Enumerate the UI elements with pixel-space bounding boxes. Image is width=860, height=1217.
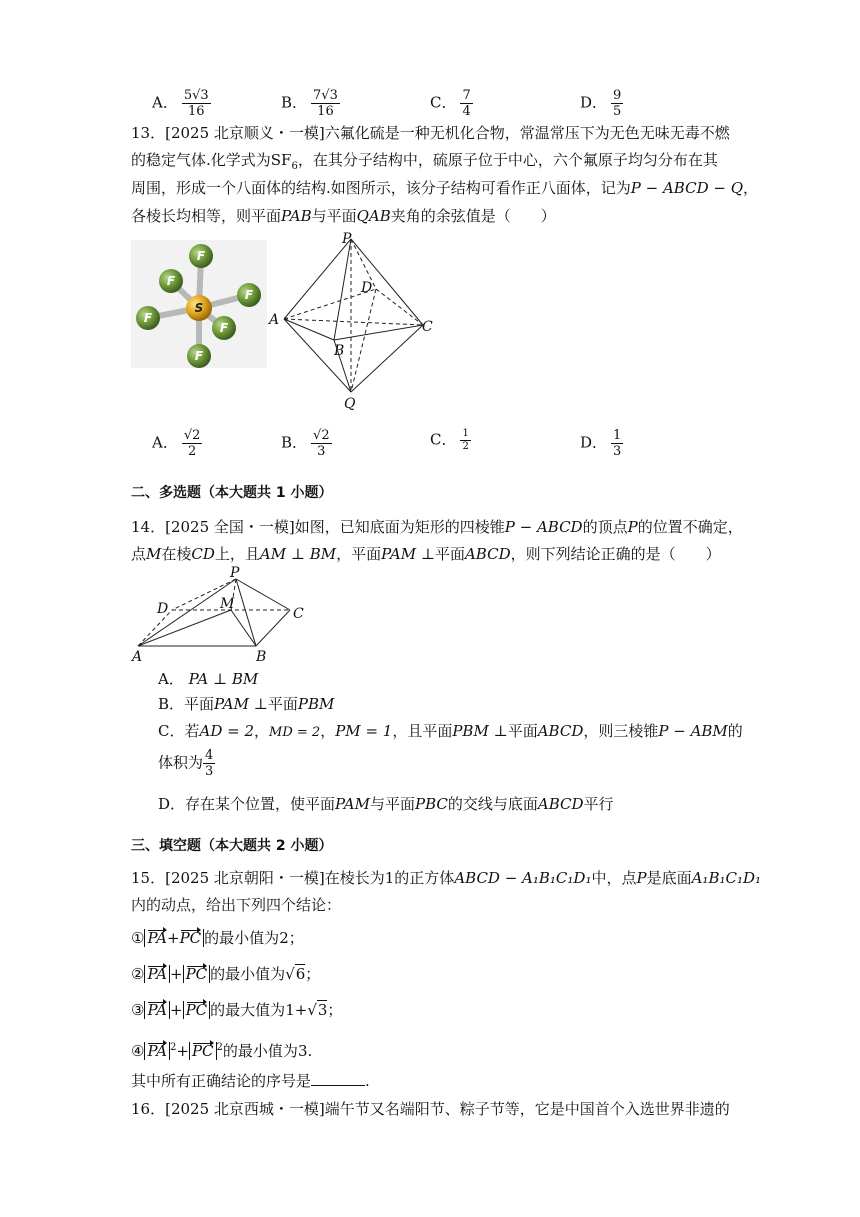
pyramid-label-c: C	[293, 606, 304, 622]
q13-line-2: 的稳定气体.化学式为$SF_6$，在其分子结构中，硫原子位于中心，六个氟原子均匀分布在其	[131, 151, 718, 172]
q13-options	[0, 418, 860, 462]
atom-label-f6: F	[194, 349, 204, 363]
vertex-label-q: Q	[344, 396, 356, 412]
atom-label-f2: F	[166, 274, 176, 288]
q14-source: 14．[2025 全国・一模]	[131, 518, 295, 536]
section-heading-multi-choice: 二、多选题（本大题共 1 小题）	[131, 485, 333, 501]
q13-option-b[interactable]: B． $\frac{√2}{3}$	[281, 428, 330, 459]
sf6-molecule-image	[131, 240, 267, 368]
vertex-label-p: P	[342, 231, 352, 247]
q15-conclusion-3: ③ PA + PC 的最大值为1+√3；	[131, 1001, 343, 1019]
atom-label-s: S	[194, 301, 204, 315]
q14-option-d[interactable]: D．存在某个位置，使平面PAM与平面PBC的交线与底面ABCD平行	[158, 795, 614, 813]
q14-option-c[interactable]: C．若AD = 2，MD = 2，PM = 1，且平面PBM ⊥平面ABCD，则三棱锥P − ABM的	[158, 722, 743, 740]
q16-line-1: 16．[2025 北京西城・一模]端午节又名端阳节、粽子节等，它是中国首个入选世界非遗的	[131, 1100, 730, 1118]
atom-label-f4: F	[143, 311, 153, 325]
atom-label-f1: F	[196, 249, 206, 263]
q15-conclusion-1: ① PA+PC 的最小值为2；	[131, 929, 304, 947]
q13-line-1: 13．[2025 北京顺义・一模]六氟化硫是一种无机化合物，常温常压下为无色无味无毒不燃	[131, 124, 730, 142]
q14-option-b[interactable]: B．平面PAM ⊥平面PBM	[158, 695, 335, 713]
vertex-label-c: C	[422, 319, 433, 335]
q12-option-b[interactable]: B． $\frac{7√3}{16}$	[281, 88, 338, 119]
pyramid-label-p: P	[230, 565, 240, 581]
q15-line-2: 内的动点，给出下列四个结论：	[131, 896, 342, 914]
q14-option-a[interactable]: A． PA ⊥ BM	[158, 670, 259, 688]
vertex-label-d: D	[361, 280, 373, 296]
answer-blank[interactable]	[311, 1071, 365, 1086]
q13-option-a[interactable]: A． $\frac{√2}{2}$	[152, 428, 201, 459]
atom-label-f5: F	[219, 321, 229, 335]
q15-source: 15．[2025 北京朝阳・一模]	[131, 869, 325, 887]
vertex-label-a: A	[269, 312, 280, 328]
q13-option-d[interactable]: D． $\frac{1}{3}$	[580, 428, 622, 459]
section-heading-fill-blank: 三、填空题（本大题共 2 小题）	[131, 838, 333, 854]
q13-source: 13．[2025 北京顺义・一模]	[131, 124, 325, 142]
atom-label-f3: F	[244, 288, 254, 302]
q13-option-c[interactable]: C． $\frac{1}{2}$	[430, 428, 469, 452]
q15-line-1: 15．[2025 北京朝阳・一模]在棱长为1的正方体ABCD − A₁B₁C₁D₁中，点P是底面A₁B₁C₁D₁	[131, 869, 762, 887]
vertex-label-b: B	[334, 343, 345, 359]
pyramid-label-b: B	[256, 649, 267, 665]
q14-line-1: 14．[2025 全国・一模]如图，已知底面为矩形的四棱锥P − ABCD的顶点P的位置不确定，	[131, 518, 743, 536]
pyramid-label-d: D	[157, 601, 169, 617]
q15-conclusion-4: ④ PA $^2$+ PC $^2$的最小值为3.	[131, 1042, 313, 1060]
q12-option-d[interactable]: D． $\frac{9}{5}$	[580, 88, 622, 119]
q12-options	[0, 80, 860, 120]
q13-line-3: 周围，形成一个八面体的结构.如图所示，该分子结构可看作正八面体，记为P − ABCD − Q，	[131, 179, 759, 197]
q16-source: 16．[2025 北京西城・一模]	[131, 1100, 325, 1118]
q15-conclusion-2: ② PA + PC 的最小值为√6；	[131, 965, 321, 983]
q14-option-c-line-2: 体积为 $\frac{4}{3}$	[158, 748, 214, 779]
pyramid-figure	[128, 563, 318, 669]
pyramid-label-a: A	[132, 649, 143, 665]
q14-line-2: 点M在棱CD上，且AM ⊥ BM，平面PAM ⊥平面ABCD，则下列结论正确的是（ ）	[131, 545, 721, 563]
q12-option-a[interactable]: A． $\frac{5√3}{16}$	[152, 88, 209, 119]
q13-line-4: 各棱长均相等，则平面PAB与平面QAB夹角的余弦值是（ ）	[131, 207, 556, 225]
q12-option-c[interactable]: C． $\frac{7}{4}$	[430, 88, 471, 119]
octahedron-figure	[262, 228, 442, 414]
pyramid-label-m: M	[220, 596, 235, 612]
q15-question: 其中所有正确结论的序号是 .	[131, 1072, 370, 1090]
